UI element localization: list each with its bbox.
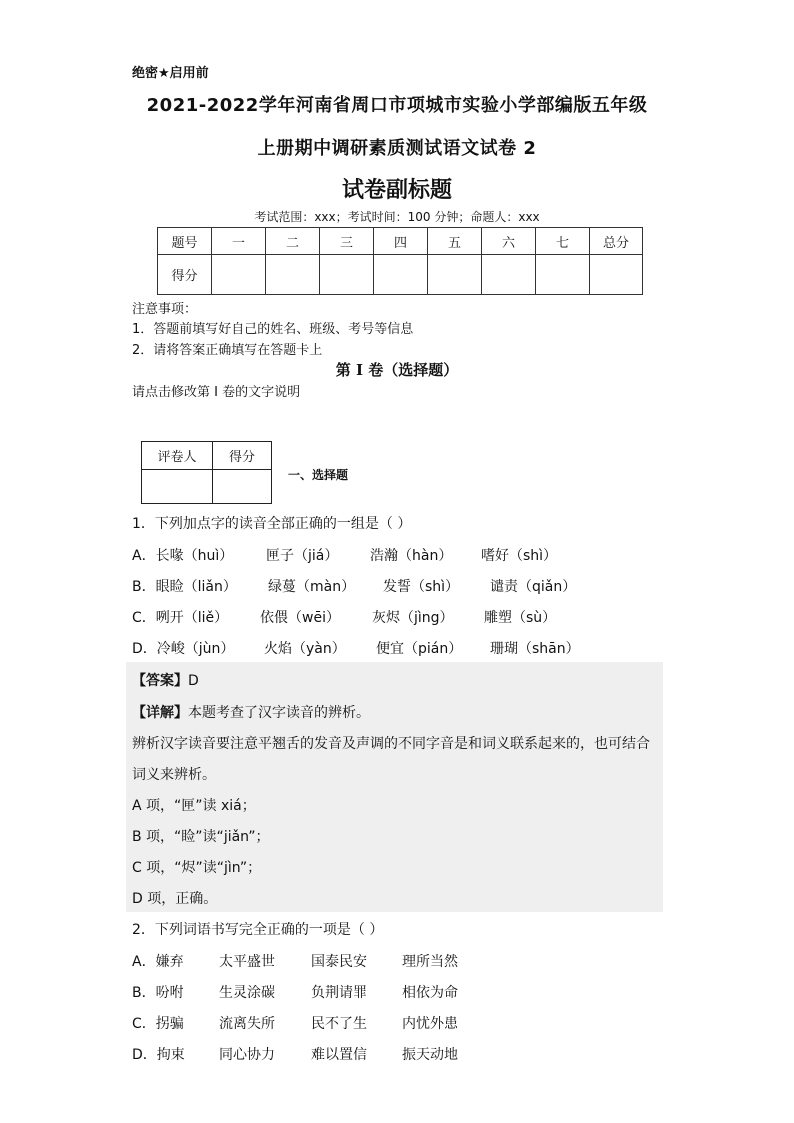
option-word: 火焰（yàn） [264,641,346,657]
exam-info: 考试范围：xxx；考试时间：100 分钟；命题人：xxx [254,210,540,224]
option-word: B．吩咐 [132,985,184,1001]
option-word: 相依为命 [402,985,458,1001]
option-word: 依偎（wēi） [260,610,340,626]
score-blank-cell[interactable] [590,255,643,295]
analysis-item: A 项，“匣”读 xiá； [132,798,256,814]
question-1-stem: 1．下列加点字的读音全部正确的一组是（ ） [132,516,412,532]
score-blank-cell[interactable] [374,255,428,295]
question-1-option-a [132,545,652,565]
option-word: 振天动地 [402,1047,458,1063]
grader-score-label: 得分 [213,442,272,470]
section-heading: 一、选择题 [288,468,349,482]
question-2-option-b [132,982,652,1002]
option-word: 内忧外患 [402,1016,458,1032]
option-word: A．长喙（huì） [132,548,234,564]
analysis-text: 词义来辨析。 [132,767,216,783]
volume-title: 第 I 卷（选择题） [335,361,459,379]
score-cell: 一 [212,228,266,255]
question-2-option-d [132,1044,652,1064]
score-row-label: 得分 [158,255,212,295]
option-word: 便宜（pián） [376,641,463,657]
score-cell: 总分 [590,228,643,255]
option-word: 谴责（qiǎn） [490,579,577,595]
detail-text: 本题考查了汉字读音的辨析。 [188,705,370,721]
option-word: D．冷峻（jùn） [132,641,235,657]
option-word: C．拐骗 [132,1016,184,1032]
grader-label: 评卷人 [142,442,213,470]
option-word: 发誓（shì） [383,579,460,595]
grader-blank-row [142,470,272,504]
option-word: 难以置信 [311,1047,367,1063]
analysis-text: 辨析汉字读音要注意平翘舌的发音及声调的不同字音是和词义联系起来的，也可结合 [132,736,650,752]
answer-label: 【答案】 [132,673,188,689]
option-word: C．咧开（liě） [132,610,229,626]
question-1-option-c [132,607,652,627]
option-word: 负荆请罪 [311,985,367,1001]
option-word: 理所当然 [402,954,458,970]
score-table [157,227,643,295]
score-cell: 四 [374,228,428,255]
score-cell: 五 [428,228,482,255]
analysis-item: D 项，正确。 [132,891,218,907]
score-blank-cell[interactable] [266,255,320,295]
option-word: 生灵涂碳 [219,985,275,1001]
score-cell: 六 [482,228,536,255]
score-cell: 二 [266,228,320,255]
option-word: B．眼睑（liǎn） [132,579,237,595]
score-cell: 题号 [158,228,212,255]
exam-subtitle: 试卷副标题 [341,178,452,203]
score-blank-cell[interactable] [536,255,590,295]
volume-description[interactable]: 请点击修改第 I 卷的文字说明 [132,385,301,400]
answer-line [132,670,199,690]
score-blank-cell[interactable] [428,255,482,295]
option-word: D．拘束 [132,1047,185,1063]
grader-blank-cell[interactable] [142,470,213,504]
option-word: 雕塑（sù） [484,610,557,626]
question-1-option-b [132,576,652,596]
exam-title-line2: 上册期中调研素质测试语文试卷 2 [257,138,537,159]
score-blank-cell[interactable] [212,255,266,295]
analysis-item: C 项，“烬”读“jìn”； [132,860,262,876]
score-table-score-row [158,255,643,295]
detail-line [132,702,370,722]
question-1-option-d [132,638,652,658]
option-word: 流离失所 [219,1016,275,1032]
grader-header-row [142,442,272,470]
option-word: 绿蔓（màn） [268,579,356,595]
question-2-option-c [132,1013,652,1033]
confidential-mark: 绝密★启用前 [132,66,209,81]
score-blank-cell[interactable] [482,255,536,295]
score-blank-cell[interactable] [320,255,374,295]
option-word: 浩瀚（hàn） [370,548,453,564]
question-2-stem: 2．下列词语书写完全正确的一项是（ ） [132,922,384,938]
notes-heading: 注意事项： [132,302,198,317]
score-table-header-row [158,228,643,255]
analysis-item: B 项，“睑”读“jiǎn”； [132,829,270,845]
option-word: 国泰民安 [311,954,367,970]
option-word: 匣子（jiá） [266,548,339,564]
grader-blank-cell[interactable] [213,470,272,504]
option-word: 灰烬（jìng） [372,610,454,626]
option-word: 嗜好（shì） [481,548,558,564]
question-2-option-a [132,951,652,971]
score-cell: 七 [536,228,590,255]
answer-value: D [188,673,199,689]
detail-label: 【详解】 [132,705,188,721]
exam-title-line1: 2021-2022学年河南省周口市项城市实验小学部编版五年级 [146,95,648,116]
option-word: 民不了生 [311,1016,367,1032]
grader-table [141,441,272,504]
notes-item: 2．请将答案正确填写在答题卡上 [132,343,323,358]
option-word: A．嫌弃 [132,954,184,970]
option-word: 同心协力 [219,1047,275,1063]
option-word: 珊瑚（shān） [490,641,580,657]
option-word: 太平盛世 [219,954,275,970]
notes-item: 1．答题前填写好自己的姓名、班级、考号等信息 [132,322,414,337]
score-cell: 三 [320,228,374,255]
